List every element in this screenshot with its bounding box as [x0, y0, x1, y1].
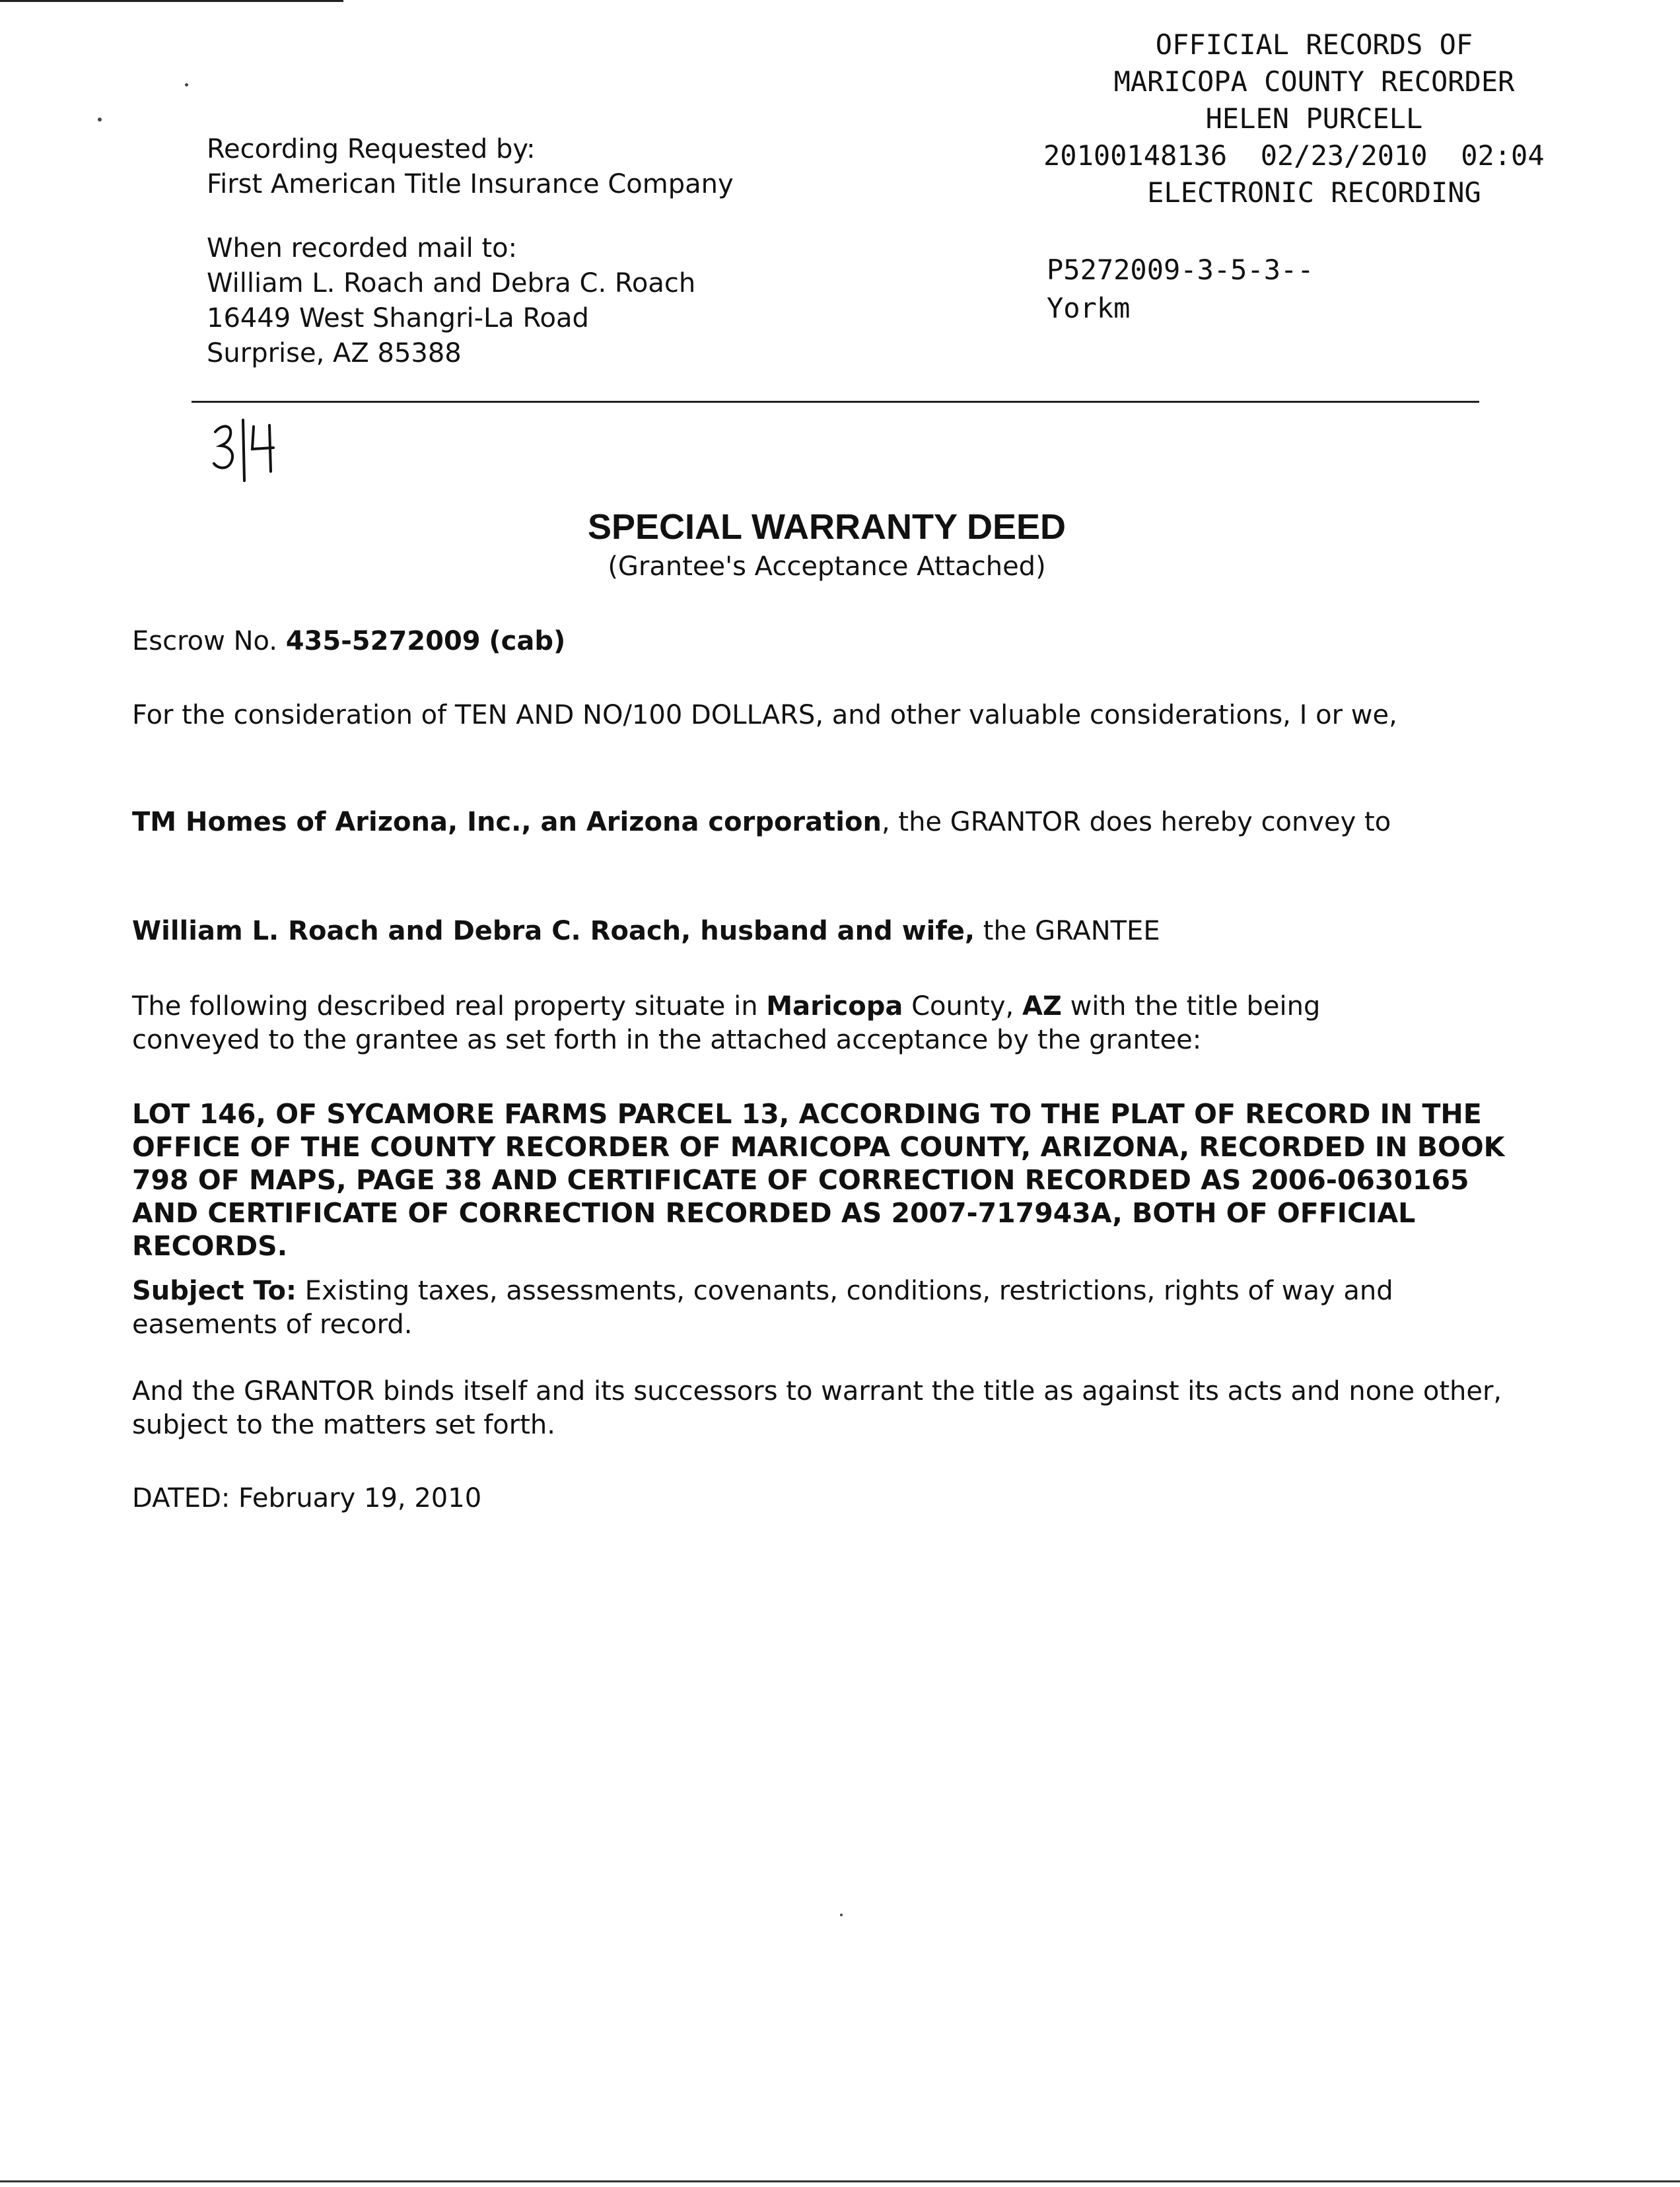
recording-request-block [207, 132, 734, 371]
recorder-line-3: HELEN PURCELL [1205, 102, 1423, 135]
consideration-paragraph: For the consideration of TEN AND NO/100 DOLLARS, and other valuable considerations, I or we, [132, 700, 1397, 730]
top-edge-rule [0, 0, 343, 2]
requested-by-label: Recording Requested by: [207, 134, 536, 164]
dated-value: February 19, 2010 [230, 1483, 482, 1513]
recorder-line-2: MARICOPA COUNTY RECORDER [1113, 65, 1515, 98]
escrow-suffix: (cab) [489, 626, 566, 656]
grantee-name: William L. Roach and Debra C. Roach, husband and wife, [132, 916, 975, 946]
legal-description: LOT 146, OF SYCAMORE FARMS PARCEL 13, ACCORDING TO THE PLAT OF RECORD IN THE OFFICE OF THE COUNTY RECORDER OF MARICOPA COUNTY, ARIZONA, RECORDED IN BOOK 798 OF MAPS, PAGE 38 AND CERTIFICATE OF CORRECTION RECORDED AS 2006-0630165 AND CERTIFICATE OF CORRECTION RECORDED AS 2007-717943A, BOTH OF OFFICIAL RECORDS. [132, 1098, 1505, 1262]
grantor-text: , the GRANTOR does hereby convey to [881, 807, 1391, 837]
recorder-stamp [1043, 26, 1638, 211]
recorder-line-5: ELECTRONIC RECORDING [1147, 176, 1481, 209]
grantee-text: the GRANTEE [975, 916, 1160, 946]
property-intro-2: County, [903, 991, 1022, 1022]
deed-title: SPECIAL WARRANTY DEED [587, 507, 1067, 547]
property-intro-1: The following described real property situate in [132, 991, 767, 1022]
escrow-line [132, 625, 1539, 658]
recording-info [1043, 137, 1638, 174]
deed-subtitle: (Grantee's Acceptance Attached) [608, 551, 1046, 582]
property-intro-3: with the title being conveyed to the grantee as set forth in the attached acceptance by the grantee: [132, 991, 1321, 1055]
subject-to-text: Existing taxes, assessments, covenants, conditions, restrictions, rights of way and easements of record. [132, 1276, 1393, 1340]
property-state: AZ [1022, 991, 1062, 1022]
subject-to-label: Subject To: [132, 1276, 297, 1306]
scan-speck [840, 1914, 843, 1916]
grantor-name: TM Homes of Arizona, Inc., an Arizona corporation [132, 807, 882, 837]
operator-id: Yorkm [1047, 292, 1131, 324]
mail-to-name: William L. Roach and Debra C. Roach [207, 268, 696, 298]
subject-to-paragraph [132, 1274, 1506, 1342]
property-paragraph [132, 990, 1453, 1057]
requesting-company: First American Title Insurance Company [207, 169, 734, 199]
recording-date: 02/23/2010 [1260, 139, 1428, 172]
mail-to-city: Surprise, AZ 85388 [207, 338, 462, 368]
header-divider [192, 401, 1479, 403]
escrow-number: 435-5272009 [285, 626, 481, 656]
escrow-label: Escrow No. [132, 626, 277, 656]
mail-to-street: 16449 West Shangri-La Road [207, 303, 589, 333]
recording-time: 02:04 [1461, 139, 1545, 172]
recorder-line-1: OFFICIAL RECORDS OF [1155, 28, 1473, 61]
handwritten-page-mark [210, 416, 283, 482]
scan-speck [185, 83, 188, 87]
property-county: Maricopa [766, 991, 903, 1022]
reference-number: P5272009-3-5-3-- [1047, 254, 1314, 286]
grantee-paragraph [132, 915, 1539, 948]
scan-speck [98, 118, 102, 122]
dated-label: DATED: [132, 1483, 230, 1513]
warranty-paragraph: And the GRANTOR binds itself and its successors to warrant the title as against its acts and none other, subject to the matters set forth. [132, 1376, 1502, 1440]
grantor-paragraph [132, 806, 1539, 839]
dated-line [132, 1482, 1539, 1515]
recorder-reference [1047, 251, 1314, 328]
mail-to-label: When recorded mail to: [207, 233, 518, 263]
bottom-edge-rule [0, 2180, 1680, 2182]
recording-number: 20100148136 [1043, 139, 1228, 172]
